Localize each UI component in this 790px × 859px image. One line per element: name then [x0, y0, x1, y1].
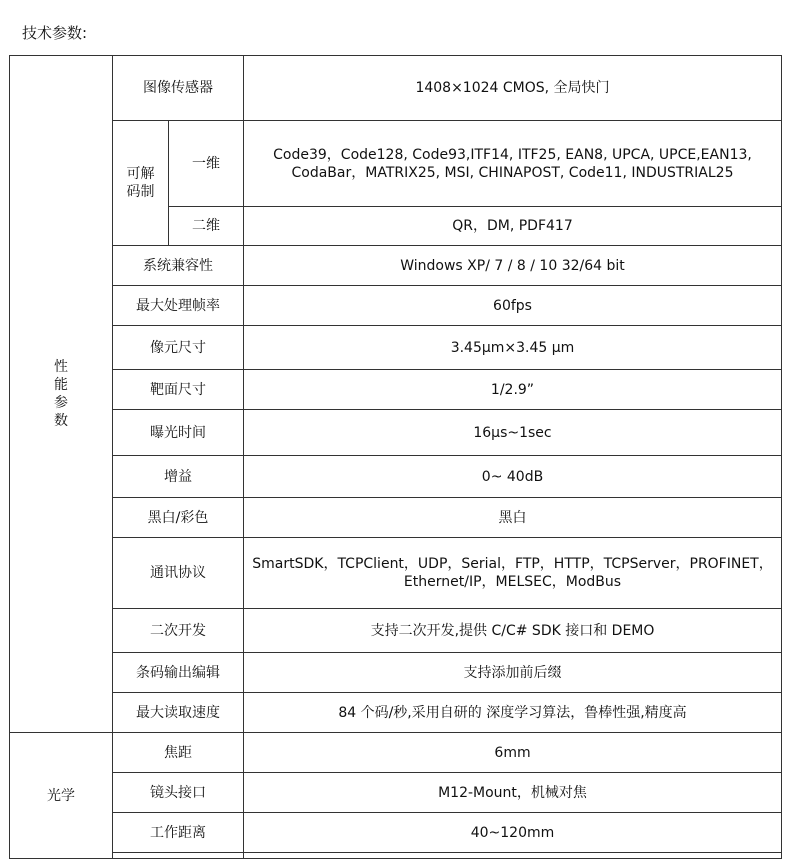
value-speed: 84 个码/秒,采用自研的 深度学习算法，鲁棒性强,精度高: [244, 693, 782, 733]
label-target: 靶面尺寸: [113, 370, 244, 410]
category-char: 数: [54, 413, 68, 429]
label-protocol: 通讯协议: [113, 538, 244, 609]
value-distance: 40~120mm: [244, 813, 782, 853]
row-compat: [10, 246, 782, 286]
category-performance: [10, 56, 113, 733]
label-2d: 二维: [169, 207, 244, 246]
cut-cell: [113, 853, 244, 859]
value-color: 黑白: [244, 498, 782, 538]
value-pixel: 3.45μm×3.45 μm: [244, 326, 782, 370]
row-cut: [10, 853, 782, 859]
label-exposure: 曝光时间: [113, 410, 244, 456]
value-sensor: 1408×1024 CMOS, 全局快门: [244, 56, 782, 121]
value-compat: Windows XP/ 7 / 8 / 10 32/64 bit: [244, 246, 782, 286]
spec-table: [9, 55, 782, 859]
value-protocol-line: SmartSDK，TCPClient，UDP，Serial，FTP，HTTP，TCPServer，PROFINET，: [252, 556, 773, 572]
page-heading: 技术参数:: [22, 24, 88, 42]
row-target: [10, 370, 782, 410]
row-speed: [10, 693, 782, 733]
label-decode: [113, 121, 169, 246]
label-mount: 镜头接口: [113, 773, 244, 813]
label-distance: 工作距离: [113, 813, 244, 853]
label-focal: 焦距: [113, 733, 244, 773]
row-distance: [10, 813, 782, 853]
value-protocol: [244, 538, 782, 609]
cut-cell: [244, 853, 782, 859]
value-1d-line: CodaBar，MATRIX25, MSI, CHINAPOST, Code11, INDUSTRIAL25: [291, 164, 734, 181]
row-gain: [10, 456, 782, 498]
label-speed: 最大读取速度: [113, 693, 244, 733]
row-output: [10, 653, 782, 693]
value-protocol-line: Ethernet/IP，MELSEC，ModBus: [403, 574, 622, 590]
value-output: 支持添加前后缀: [244, 653, 782, 693]
row-sensor: [10, 56, 782, 121]
row-focal: [10, 733, 782, 773]
value-dev: 支持二次开发,提供 C/C# SDK 接口和 DEMO: [244, 609, 782, 653]
row-mount: [10, 773, 782, 813]
value-1d-line: Code39，Code128, Code93,ITF14, ITF25, EAN8, UPCA, UPCE,EAN13,: [273, 146, 752, 163]
label-output: 条码输出编辑: [113, 653, 244, 693]
decode-label-line: 码制: [126, 184, 155, 200]
row-protocol: [10, 538, 782, 609]
value-focal: 6mm: [244, 733, 782, 773]
value-mount: M12-Mount，机械对焦: [244, 773, 782, 813]
label-dev: 二次开发: [113, 609, 244, 653]
value-target: 1/2.9”: [244, 370, 782, 410]
label-compat: 系统兼容性: [113, 246, 244, 286]
value-fps: 60fps: [244, 286, 782, 326]
row-exposure: [10, 410, 782, 456]
decode-label-line: 可解: [126, 166, 155, 182]
value-exposure: 16μs~1sec: [244, 410, 782, 456]
row-color: [10, 498, 782, 538]
category-optics: 光学: [10, 733, 113, 859]
label-color: 黑白/彩色: [113, 498, 244, 538]
label-sensor: 图像传感器: [113, 56, 244, 121]
row-1d: [10, 121, 782, 207]
label-gain: 增益: [113, 456, 244, 498]
value-1d: [244, 121, 782, 207]
category-char: 性: [54, 359, 68, 375]
category-char: 参: [54, 395, 68, 411]
category-char: 能: [54, 377, 68, 393]
label-pixel: 像元尺寸: [113, 326, 244, 370]
value-gain: 0~ 40dB: [244, 456, 782, 498]
label-1d: 一维: [169, 121, 244, 207]
value-2d: QR，DM, PDF417: [244, 207, 782, 246]
row-dev: [10, 609, 782, 653]
label-fps: 最大处理帧率: [113, 286, 244, 326]
row-pixel: [10, 326, 782, 370]
row-fps: [10, 286, 782, 326]
